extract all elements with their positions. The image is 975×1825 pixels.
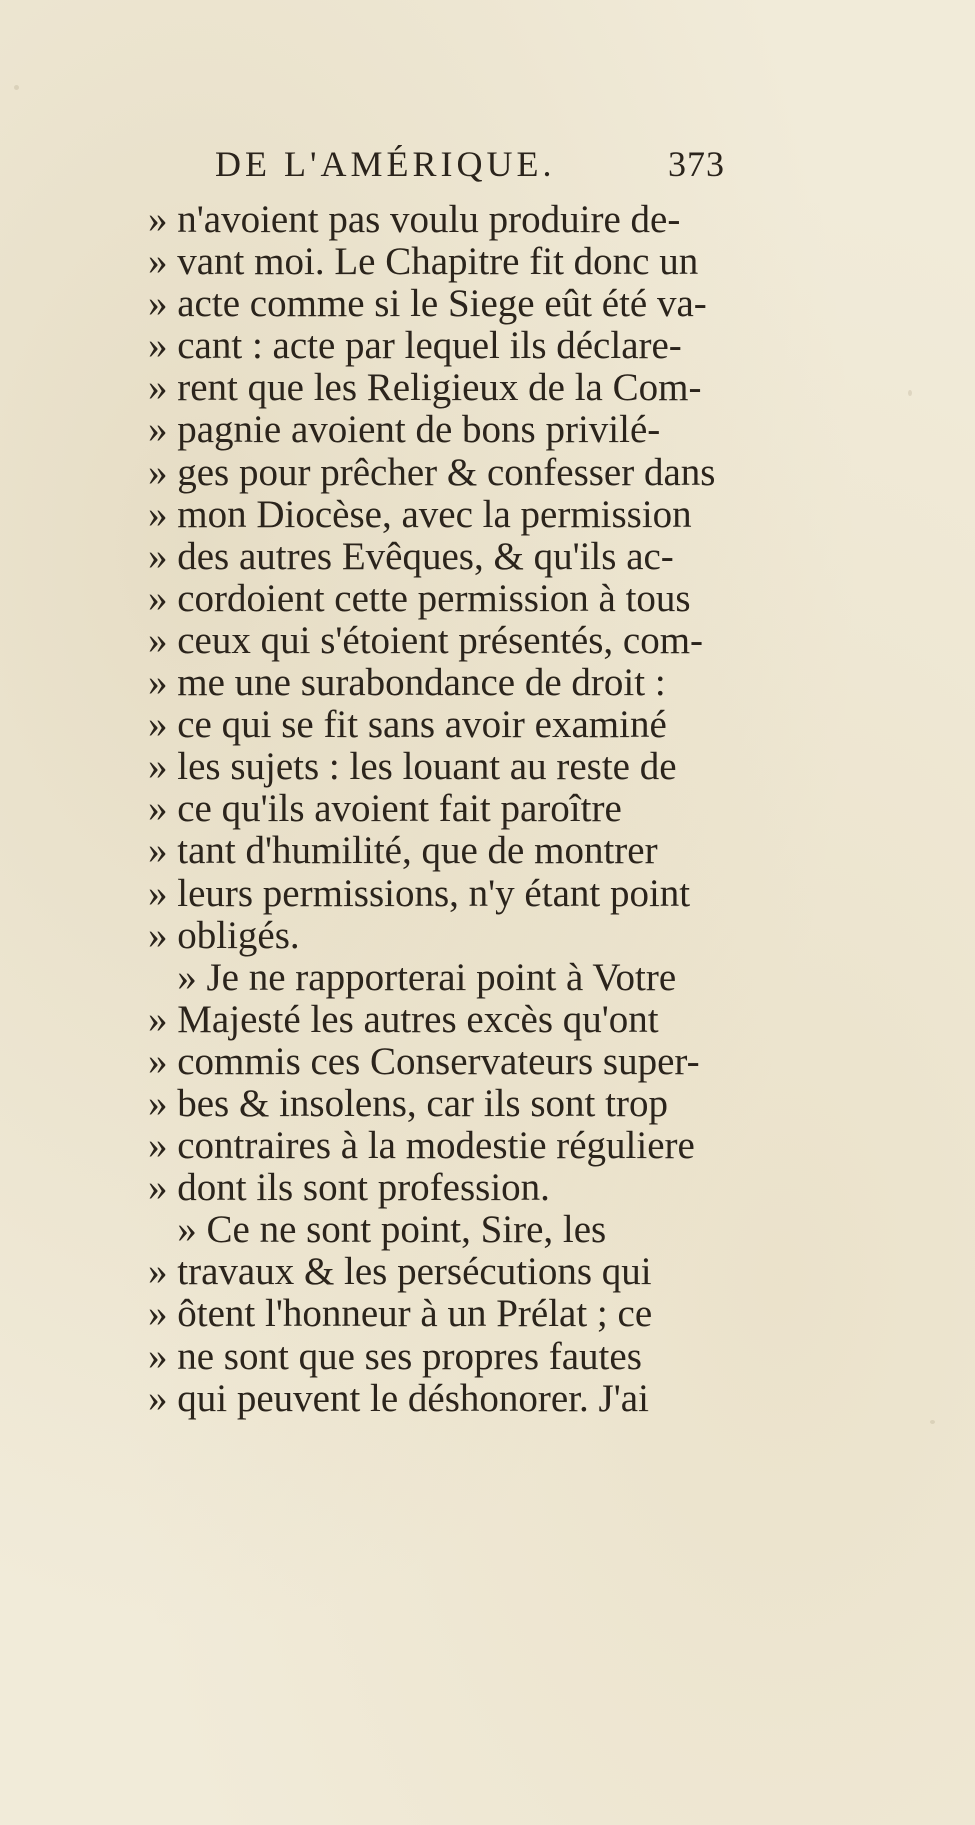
text-line: » ce qu'ils avoient fait paroître [148, 788, 622, 831]
text-line: » ce qui se fit sans avoir examiné [148, 704, 667, 747]
paper-spot [930, 1420, 935, 1424]
text-line: » ges pour prêcher & confesser dans [148, 451, 716, 494]
running-header [215, 140, 725, 188]
running-title: DE L'AMÉRIQUE. [215, 144, 556, 184]
text-line: » Majesté les autres excès qu'ont [148, 998, 659, 1041]
text-line: » obligés. [148, 914, 300, 957]
paper-spot [14, 85, 19, 90]
paper-spot [908, 390, 912, 396]
text-line: » pagnie avoient de bons privilé- [148, 409, 661, 452]
text-line: » bes & insolens, car ils sont trop [148, 1082, 668, 1125]
page-number: 373 [668, 144, 725, 184]
text-line: » les sujets : les louant au reste de [148, 746, 677, 789]
text-line: » des autres Evêques, & qu'ils ac- [148, 535, 674, 578]
text-line: » cant : acte par lequel ils déclare- [148, 325, 682, 368]
text-line: » travaux & les persécutions qui [148, 1251, 652, 1294]
body-text [148, 199, 738, 1420]
text-line: » contraires à la modestie réguliere [148, 1125, 695, 1168]
text-line: » me une surabondance de droit : [148, 662, 666, 705]
text-line: » commis ces Conservateurs super- [148, 1040, 700, 1083]
text-line: » n'avoient pas voulu produire de- [148, 199, 681, 241]
text-line: » tant d'humilité, que de montrer [148, 830, 658, 873]
text-line: » qui peuvent le déshonorer. J'ai [148, 1377, 649, 1420]
text-line: » vant moi. Le Chapitre fit donc un [148, 241, 699, 284]
text-line: » ôtent l'honneur à un Prélat ; ce [148, 1293, 653, 1336]
text-line: » dont ils sont profession. [148, 1167, 550, 1210]
text-line: » acte comme si le Siege eût été va- [148, 283, 707, 326]
text-line: » cordoient cette permission à tous [148, 577, 691, 620]
text-line: » ne sont que ses propres fautes [148, 1335, 642, 1378]
text-line: » mon Diocèse, avec la permission [148, 493, 692, 536]
text-line: » Je ne rapporterai point à Votre [148, 956, 677, 999]
text-line: » Ce ne sont point, Sire, les [148, 1209, 607, 1252]
text-line: » leurs permissions, n'y étant point [148, 872, 691, 915]
text-line: » ceux qui s'étoient présentés, com- [148, 619, 704, 662]
text-line: » rent que les Religieux de la Com- [148, 367, 702, 410]
